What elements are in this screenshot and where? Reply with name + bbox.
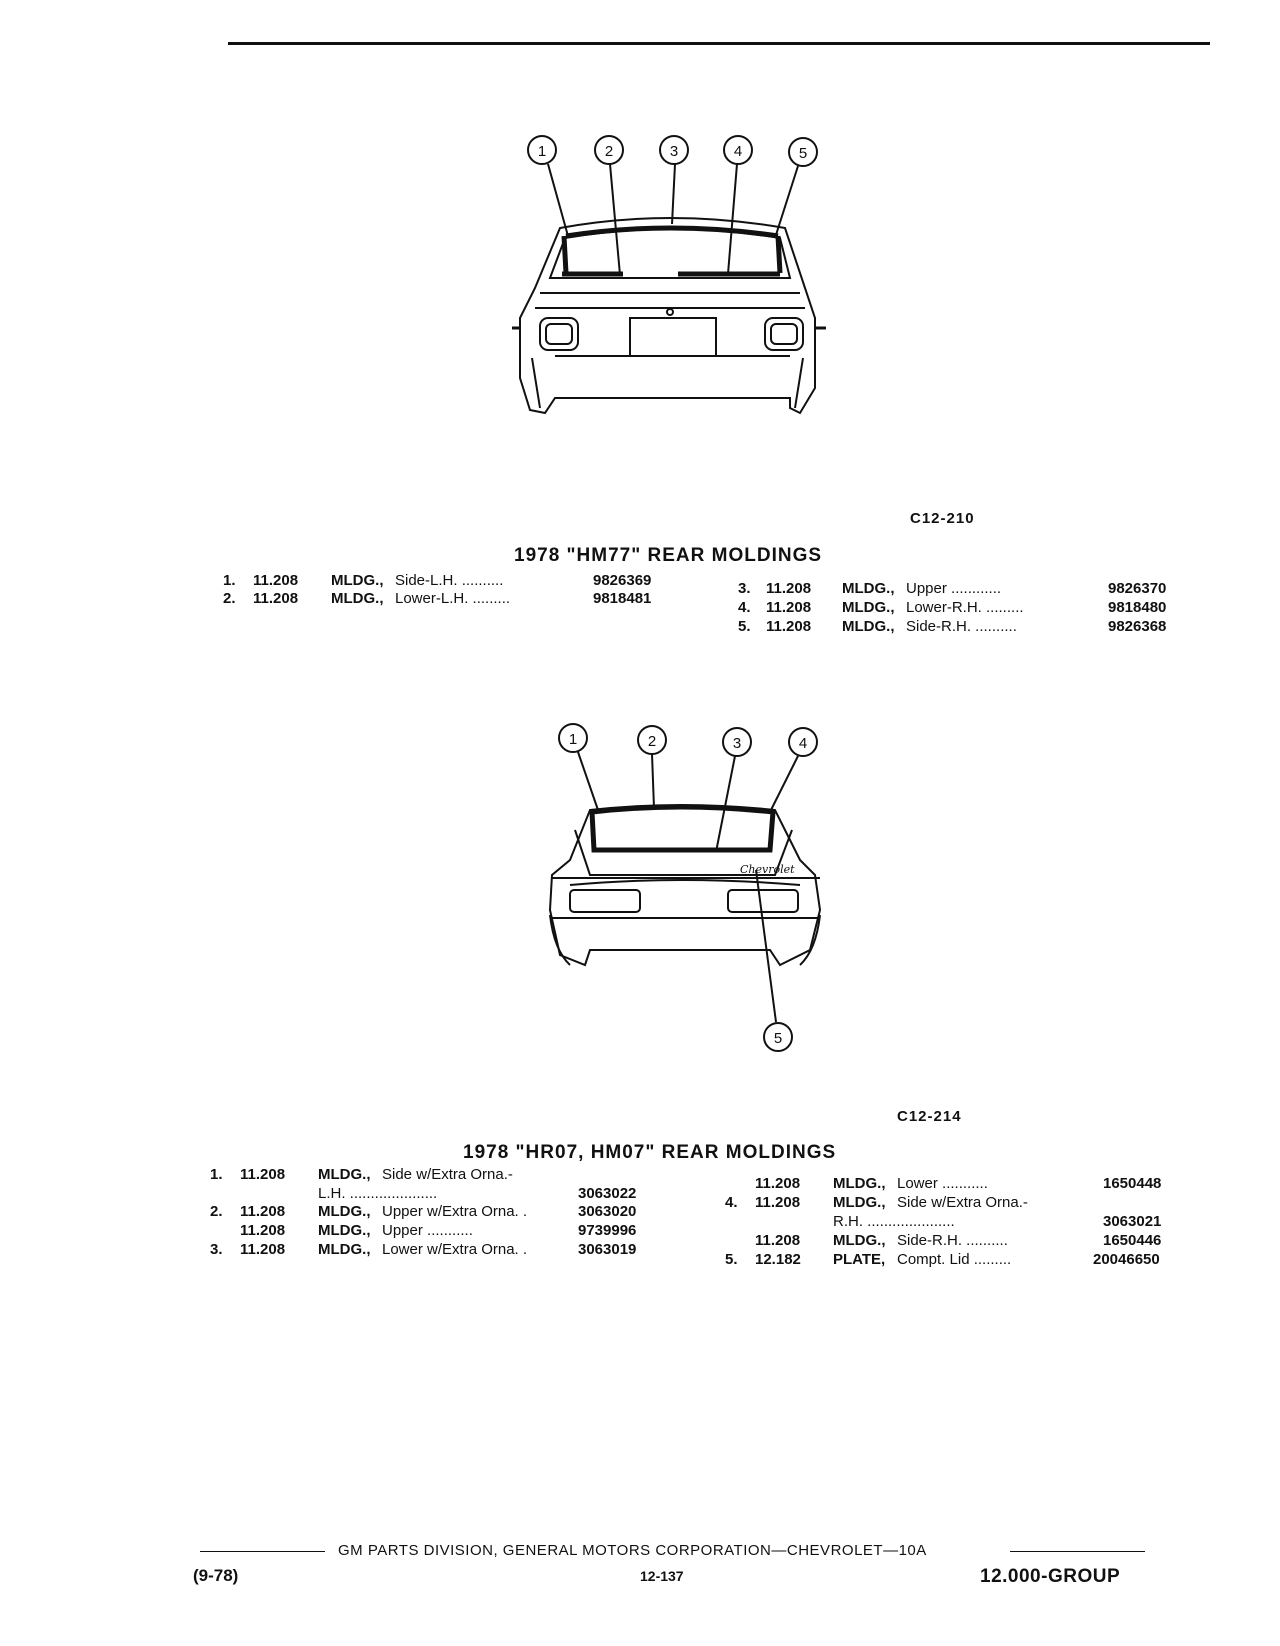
- figure2-caption: C12-214: [897, 1108, 962, 1125]
- svg-text:5: 5: [798, 145, 808, 162]
- figure2-title: 1978 "HR07, HM07" REAR MOLDINGS: [463, 1142, 837, 1163]
- footer-publisher: GM PARTS DIVISION, GENERAL MOTORS CORPORATION—CHEVROLET—10A: [338, 1542, 927, 1559]
- svg-text:2: 2: [647, 733, 657, 750]
- hm77-rear-illustration: [500, 128, 900, 428]
- callout-3: [723, 728, 751, 756]
- list-item: 11.208 MLDG., Upper ........... 9739996: [240, 1222, 637, 1239]
- svg-text:4: 4: [733, 143, 743, 160]
- svg-text:5: 5: [773, 1030, 783, 1047]
- footer-rule-right: [1010, 1551, 1145, 1552]
- svg-text:2: 2: [604, 143, 614, 160]
- script-badge: Chevrolet: [740, 863, 795, 876]
- figure1-title: 1978 "HM77" REAR MOLDINGS: [514, 545, 823, 566]
- footer-date: (9-78): [193, 1566, 239, 1585]
- callout-4: [724, 136, 752, 164]
- top-rule: [228, 42, 1210, 45]
- list-item: 11.208 MLDG., Side-R.H. .......... 1650446: [755, 1232, 1162, 1249]
- callout-1: [528, 136, 556, 164]
- figure1-caption: C12-210: [910, 510, 975, 527]
- svg-text:3: 3: [732, 735, 742, 752]
- list-item: 3. 11.208 MLDG., Lower w/Extra Orna. . 3063019: [210, 1241, 637, 1258]
- svg-text:1: 1: [537, 143, 547, 160]
- list-item: R.H. ..................... 3063021: [833, 1213, 1162, 1230]
- page-number: 12-137: [640, 1568, 684, 1584]
- callout-4: [789, 728, 817, 756]
- svg-text:1: 1: [568, 731, 578, 748]
- list-item: 1. 11.208 MLDG., Side-L.H. .......... 9826369: [223, 572, 652, 589]
- callout-5: [789, 138, 817, 166]
- footer-rule-left: [200, 1551, 325, 1552]
- hr07-hm07-rear-illustration: [530, 710, 860, 1055]
- callout-3: [660, 136, 688, 164]
- list-item: L.H. ..................... 3063022: [318, 1185, 637, 1202]
- callout-1: [559, 724, 587, 752]
- list-item: 5. 11.208 MLDG., Side-R.H. .......... 9826368: [738, 618, 1167, 635]
- list-item: 4. 11.208 MLDG., Lower-R.H. ......... 9818480: [738, 599, 1167, 616]
- callout-2: [595, 136, 623, 164]
- svg-text:4: 4: [798, 735, 808, 752]
- list-item: 2. 11.208 MLDG., Lower-L.H. ......... 9818481: [223, 590, 652, 607]
- group-label: 12.000-GROUP: [980, 1566, 1121, 1587]
- list-item: 3. 11.208 MLDG., Upper ............ 9826370: [738, 580, 1167, 597]
- list-item: 4. 11.208 MLDG., Side w/Extra Orna.-: [725, 1194, 1028, 1211]
- callout-2: [638, 726, 666, 754]
- list-item: 1. 11.208 MLDG., Side w/Extra Orna.-: [210, 1166, 513, 1183]
- svg-text:3: 3: [669, 143, 679, 160]
- list-item: 5. 12.182 PLATE, Compt. Lid ......... 20046650: [725, 1251, 1160, 1268]
- list-item: 2. 11.208 MLDG., Upper w/Extra Orna. . 3063020: [210, 1203, 637, 1220]
- list-item: 11.208 MLDG., Lower ........... 1650448: [755, 1175, 1162, 1192]
- callout-5: [764, 1023, 792, 1051]
